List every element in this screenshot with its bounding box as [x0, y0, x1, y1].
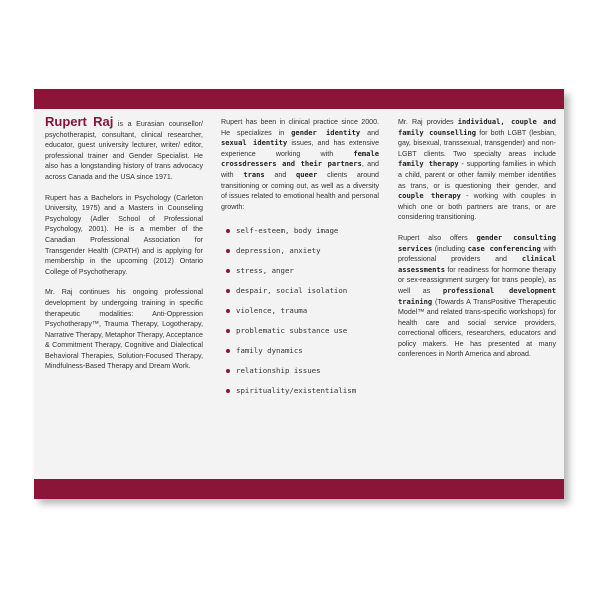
bold-term: clinical assessments — [398, 254, 556, 274]
text: and — [360, 128, 379, 137]
list-item-text: relationship issues — [236, 366, 321, 376]
list-item — [221, 246, 379, 266]
list-item — [221, 266, 379, 286]
list-item — [221, 226, 379, 246]
brochure-panel — [34, 89, 564, 499]
education-paragraph: Rupert has a Bachelors in Psychology (Carleton University, 1975) and a Masters in Counseling Psychology (Adler School of Professional Psychology, 2001). He is a member of the Canadian Professional Association for Transgender Health (CPATH) and is applying for membership in the upcoming (2012) Ontario College of Psychotherapy. — [45, 193, 203, 276]
bold-term: female crossdressers and their partners — [221, 148, 379, 169]
list-item-text: problematic substance use — [236, 326, 348, 336]
bold-term: professional development training — [398, 285, 557, 306]
text: - supporting families in which a child, parent or other family member identifies as trans, or is questioning their gender, and — [398, 160, 556, 190]
person-name: Rupert Raj — [45, 114, 114, 129]
list-item — [221, 346, 379, 366]
bold-term: sexual identity — [221, 138, 288, 148]
list-item — [221, 366, 379, 386]
list-item — [221, 326, 379, 346]
counselling-paragraph — [398, 117, 556, 223]
list-item-text: self-esteem, body image — [236, 226, 339, 236]
list-item-text: family dynamics — [236, 346, 303, 356]
bullet-icon — [226, 349, 230, 353]
text: Rupert has been in clinical practice since 2000. He specializes in — [221, 118, 379, 137]
bold-term: family therapy — [398, 159, 459, 169]
bold-term: gender consulting services — [398, 232, 556, 253]
text: - working with couples in which one or both partners are trans, or are considering transitioning. — [398, 192, 556, 222]
bullet-icon — [226, 229, 230, 233]
column-right — [398, 117, 556, 370]
bottom-color-band — [34, 479, 564, 499]
list-item-text: violence, trauma — [236, 306, 308, 316]
text: , and with — [221, 160, 379, 179]
bullet-icon — [226, 369, 230, 373]
text: issues, and has extensive experience working with — [221, 139, 380, 158]
text: for both LGBT (lesbian, gay, bisexual, transsexual, transgender) and non-LGBT clients. Two specialty areas include — [398, 128, 556, 158]
text: with professional providers and — [398, 244, 556, 264]
column-left — [45, 114, 203, 382]
text: for readiness for hormone therapy or sex-reassignment surgery for trans people), as well as — [398, 265, 556, 295]
intro-text: is a Eurasian counsellor/ psychotherapist, consultant, clinical researcher, educator, guest university lecturer, writer/ editor, professional trainer and Gender Specialist. He also has a longstanding history of trans advocacy across Canada and the USA since 1971. — [45, 120, 203, 181]
bullet-icon — [226, 329, 230, 333]
text: (Towards A TransPositive Therapeutic Model™ and related trans-specific workshops) for health care and social service providers, correctional officers, researchers, educators and policy makers. He has presented at many conferences in North America and abroad. — [398, 297, 556, 359]
list-item-text: depression, anxiety — [236, 246, 321, 256]
text: clients around transitioning or coming out, as well as a diversity of issues related to emotional health and personal growth: — [221, 170, 380, 211]
text: Mr. Raj provides — [398, 118, 458, 126]
bold-term: queer — [296, 169, 318, 179]
bold-term: trans — [243, 169, 265, 179]
issues-list — [221, 226, 379, 406]
training-paragraph: Mr. Raj continues his ongoing professional development by undergoing training in specific therapeutic modalities: Anti-Oppression Psychotherapy™, Trauma Therapy, Logotherapy, Narrative Therapy, Metaphor Therapy, Acceptance & Commitment Therapy, Cognitive and Dialectical Behavioral Therapies, Solution-Focused Therapy, Mindfulness-Based Therapy and Dream Work. — [45, 288, 203, 371]
top-color-band — [34, 89, 564, 109]
bullet-icon — [226, 289, 230, 293]
list-item — [221, 306, 379, 326]
bullet-icon — [226, 389, 230, 393]
consulting-paragraph — [398, 233, 556, 360]
text: Rupert also offers — [398, 233, 477, 242]
bullet-icon — [226, 309, 230, 313]
list-item — [221, 286, 379, 306]
bullet-icon — [226, 249, 230, 253]
bold-term: couple therapy — [398, 191, 461, 201]
intro-paragraph — [45, 114, 203, 183]
bold-term: gender identity — [291, 127, 361, 137]
list-item-text: despair, social isolation — [236, 286, 348, 296]
practice-paragraph — [221, 117, 379, 212]
bold-term: case conferencing — [467, 243, 541, 253]
list-item-text: spirituality/existentialism — [236, 386, 357, 396]
column-middle — [221, 117, 379, 406]
text: and — [264, 170, 296, 179]
list-item-text: stress, anger — [236, 266, 294, 276]
bullet-icon — [226, 269, 230, 273]
text: (including — [432, 244, 468, 253]
bold-term: individual, couple and family counselling — [398, 117, 556, 137]
list-item — [221, 386, 379, 406]
